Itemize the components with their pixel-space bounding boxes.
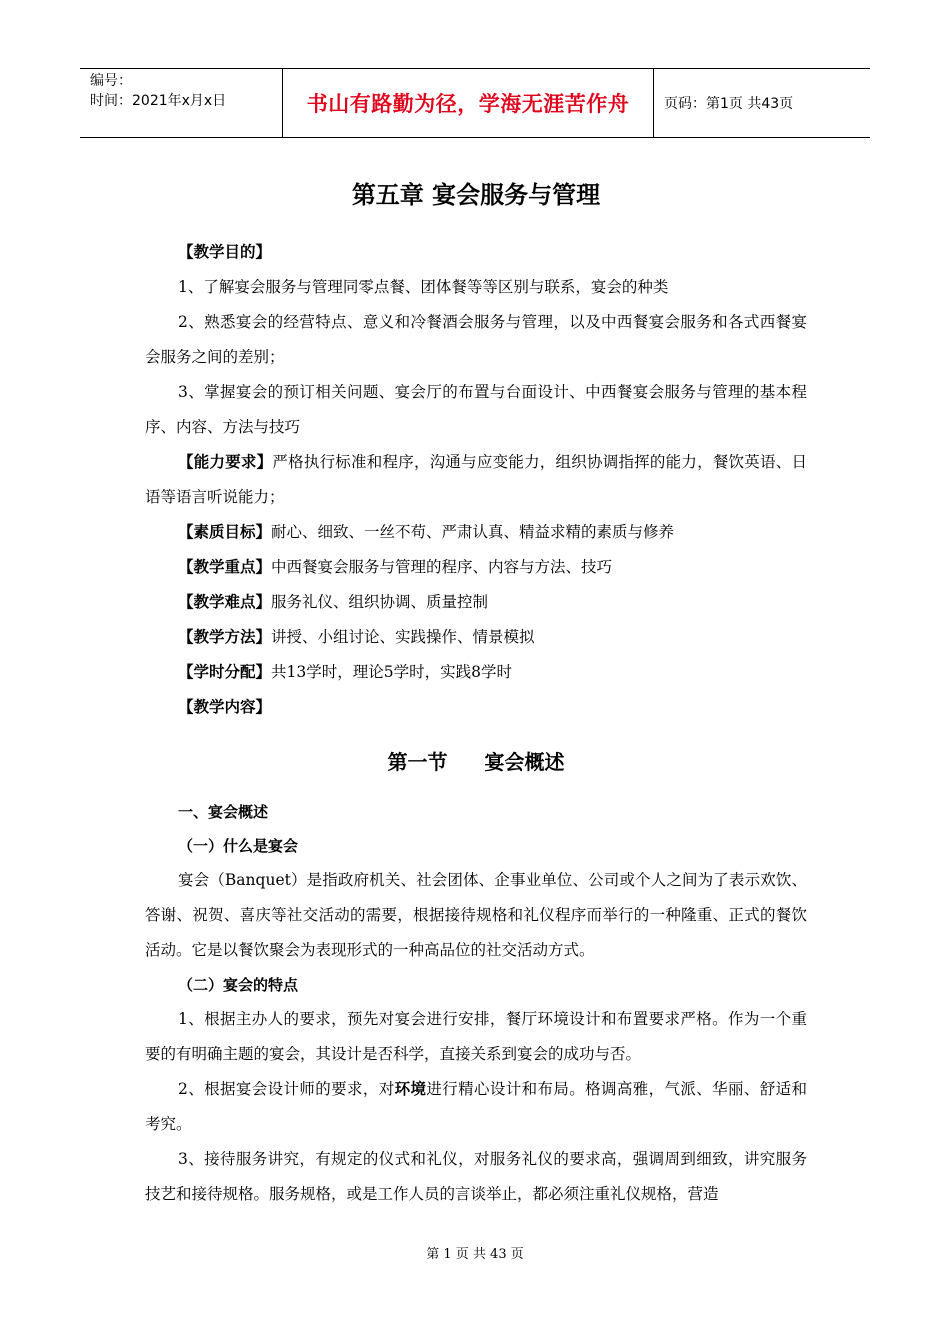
requirement-focus: 【教学重点】中西餐宴会服务与管理的程序、内容与方法、技巧 bbox=[178, 558, 613, 576]
motto: 书山有路勤为径，学海无涯苦作舟 bbox=[306, 92, 630, 116]
objective-3: 3、掌握宴会的预订相关问题、宴会厅的布置与台面设计、中西餐宴会服务与管理的基本程序、内容、方法与技巧 bbox=[145, 383, 807, 436]
feature-3: 3、接待服务讲究，有规定的仪式和礼仪，对服务礼仪的要求高，强调周到细致，讲究服务技艺和接待规格。服务规格，或是工作人员的言谈举止，都必须注重礼仪规格，营造 bbox=[145, 1150, 807, 1203]
header-table bbox=[80, 68, 870, 138]
part1-heading: 一、宴会概述 bbox=[178, 803, 269, 821]
objectives-heading: 【教学目的】 bbox=[178, 243, 272, 261]
date-label: 时间：2021年x月x日 bbox=[90, 93, 227, 109]
objective-1: 1、了解宴会服务与管理同零点餐、团体餐等等区别与联系，宴会的种类 bbox=[178, 278, 669, 296]
page-info: 页码：第1页 共43页 bbox=[664, 96, 794, 112]
requirement-difficulty: 【教学难点】服务礼仪、组织协调、质量控制 bbox=[178, 593, 489, 611]
chapter-title: 第五章 宴会服务与管理 bbox=[351, 181, 601, 209]
sub1-paragraph: 宴会（Banquet）是指政府机关、社会团体、企事业单位、公司或个人之间为了表示欢饮、答谢、祝贺、喜庆等社交活动的需要，根据接待规格和礼仪程序而举行的一种隆重、正式的餐饮活动。它是以餐饮聚会为表现形式的一种高品位的社交活动方式。 bbox=[145, 871, 807, 959]
header-meta bbox=[80, 69, 282, 137]
content-heading: 【教学内容】 bbox=[178, 698, 272, 716]
section-title: 第一节 宴会概述 bbox=[387, 750, 565, 774]
document-body bbox=[145, 175, 807, 1212]
sub1-heading: （一）什么是宴会 bbox=[178, 837, 299, 855]
number-label: 编号： bbox=[90, 73, 132, 89]
requirement-hours: 【学时分配】共13学时，理论5学时，实践8学时 bbox=[178, 663, 512, 681]
page-footer: 第 1 页 共 43 页 bbox=[426, 1247, 524, 1262]
objective-2: 2、熟悉宴会的经营特点、意义和冷餐酒会服务与管理，以及中西餐宴会服务和各式西餐宴会服务之间的差别； bbox=[145, 313, 807, 366]
requirement-quality: 【素质目标】耐心、细致、一丝不苟、严肃认真、精益求精的素质与修养 bbox=[178, 523, 675, 541]
requirement-ability: 【能力要求】严格执行标准和程序，沟通与应变能力，组织协调指挥的能力，餐饮英语、日语等语言听说能力； bbox=[145, 453, 807, 506]
header-motto-cell bbox=[282, 69, 654, 137]
sub2-heading: （二）宴会的特点 bbox=[178, 976, 299, 994]
feature-2: 2、根据宴会设计师的要求，对环境进行精心设计和布局。格调高雅，气派、华丽、舒适和考究。 bbox=[145, 1080, 807, 1133]
feature-1: 1、根据主办人的要求，预先对宴会进行安排，餐厅环境设计和布置要求严格。作为一个重要的有明确主题的宴会，其设计是否科学，直接关系到宴会的成功与否。 bbox=[145, 1010, 807, 1063]
requirement-method: 【教学方法】讲授、小组讨论、实践操作、情景模拟 bbox=[178, 628, 535, 646]
